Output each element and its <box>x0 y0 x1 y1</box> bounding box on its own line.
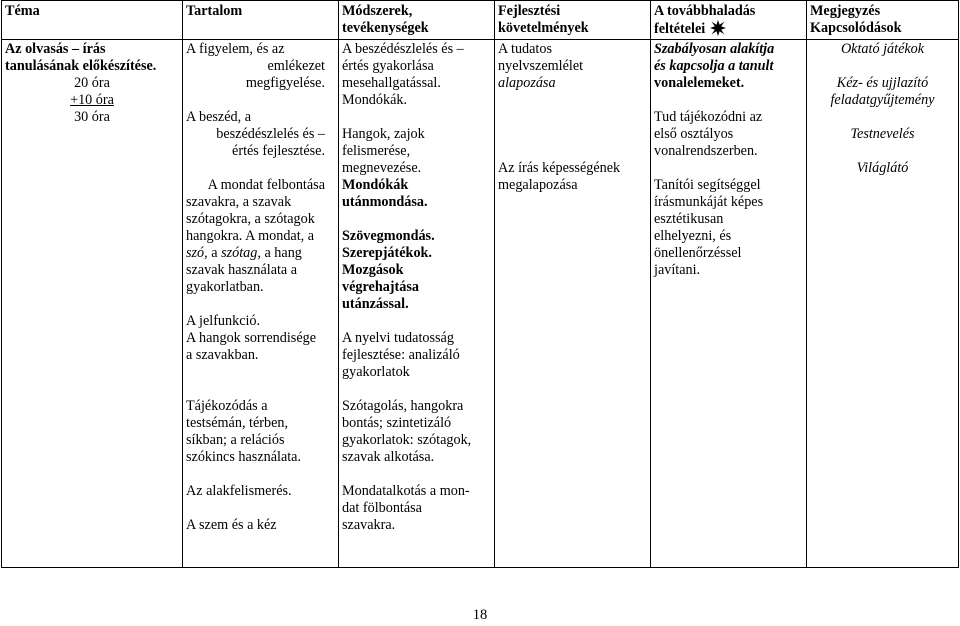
header-row <box>2 1 959 40</box>
header-tovabbhaladas: A továbbhaladás feltételei <box>651 1 807 40</box>
cell-tovabbhaladas: Szabályosan alakítja és kapcsolja a tanult vonalelemeket. Tud tájékozódni az első osztályos vonalrendszerben. Tanítói segítséggel írásmunkáját képes esztétikusan elhelyezni, és önellenőrzéssel javítani. <box>651 40 807 568</box>
header-fejlesztesi: Fejlesztési követelmények <box>495 1 651 40</box>
cell-megjegyzes: Oktató játékok Kéz- és ujjlazító feladatgyűjtemény Testnevelés Világlátó <box>807 40 959 568</box>
cell-modszerek: A beszédészlelés és – értés gyakorlása mesehallgatással. Mondókák. Hangok, zajok felismerése, megnevezése. Mondókák utánmondása. Szövegmondás. Szerepjátékok. Mozgások végrehajtása utánzással. A nyelvi tudatosság fejlesztése: analizáló gyakorlatok Szótagolás, hangokra bontás; szintetizáló gyakorlatok: szótagok, szavak alkotása. Mondatalkotás a mon- dat fölbontása szavakra. <box>339 40 495 568</box>
header-tartalom: Tartalom <box>183 1 339 40</box>
cell-tartalom: A figyelem, és az emlékezet megfigyelése. A beszéd, a beszédészlelés és – értés fejlesztése. A mondat felbontása szavakra, a szavak szótagokra, a szótagok hangokra. A mondat, a szó, a szótag, a hang szavak használata a gyakorlatban. A jelfunkció. A hangok sorrendisége a szavakban. Tájékozódás a testsémán, térben, síkban; a relációs szókincs használata. Az alakfelismerés. A szem és a kéz <box>183 40 339 568</box>
header-modszerek: Módszerek, tevékenységek <box>339 1 495 40</box>
header-megjegyzes: Megjegyzés Kapcsolódások <box>807 1 959 40</box>
header-tema: Téma <box>2 1 183 40</box>
star-burst-icon <box>709 20 727 36</box>
page-number: 18 <box>472 607 488 623</box>
cell-fejlesztesi: A tudatos nyelvszemlélet alapozása Az írás képességének megalapozása <box>495 40 651 568</box>
content-row <box>2 40 959 568</box>
curriculum-table <box>1 0 959 568</box>
cell-tema: Az olvasás – írás tanulásának előkészítése. 20 óra +10 óra 30 óra <box>2 40 183 568</box>
